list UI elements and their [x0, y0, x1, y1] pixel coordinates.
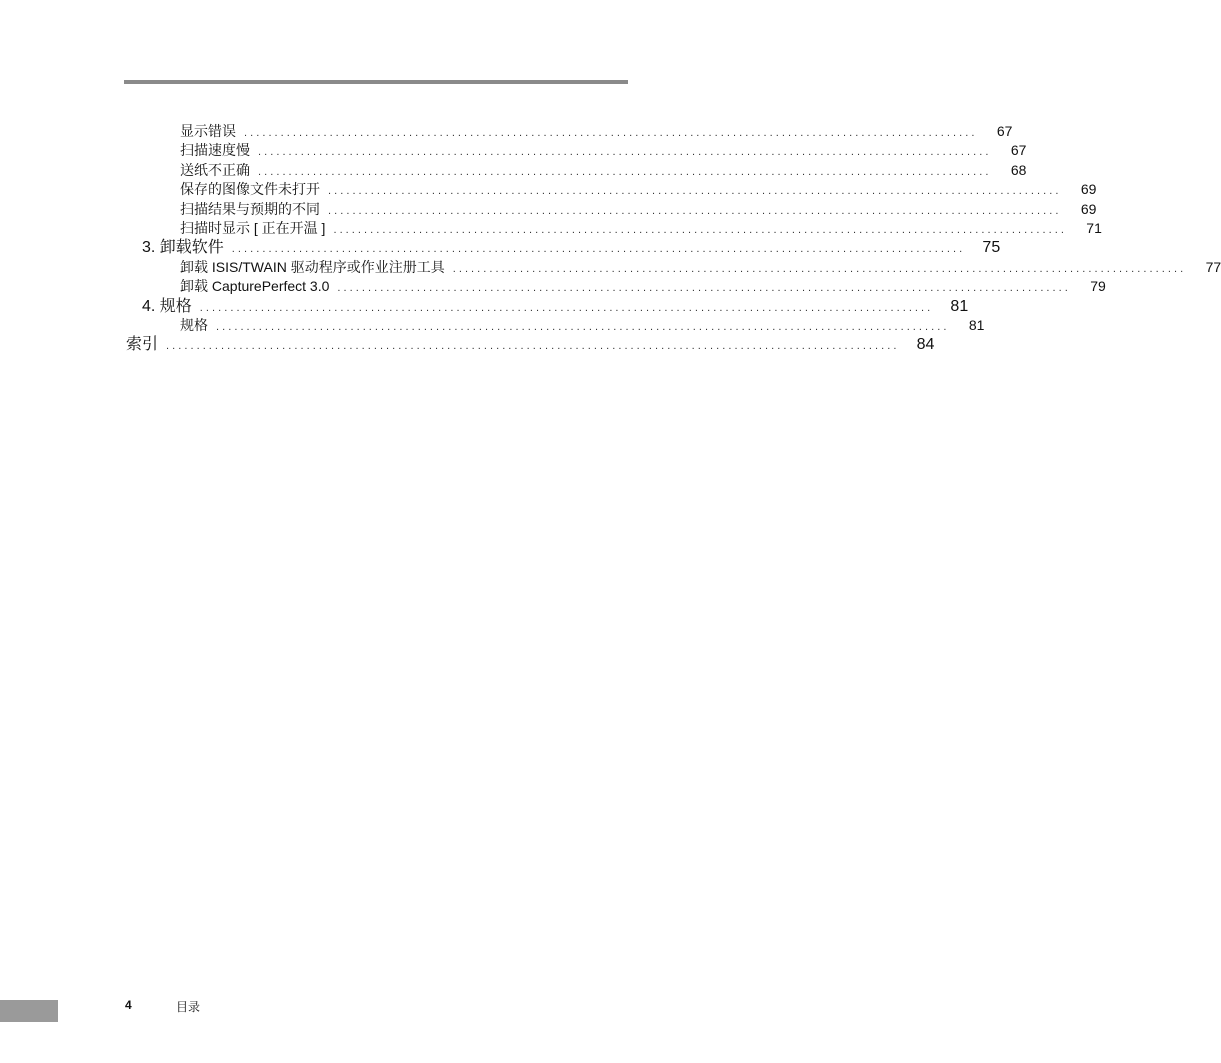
toc-entry-chapter[interactable] [124, 297, 969, 316]
dot-leader: . . . . . . . . . . . . . . . . . . . . . . . . . . . . . . . . . . . . . . . . . . . . . . . . . . . . . . . . . . . . . . . . . . . . . . . . . . . . . . . . . . . . . . . . . . . . . . . . . . . . . . . . . . . . . . . . . . . . . . . . [216, 320, 947, 333]
toc-entry-page: 68 [1010, 161, 1027, 178]
toc-entry[interactable] [124, 161, 1027, 180]
dot-leader: . . . . . . . . . . . . . . . . . . . . . . . . . . . . . . . . . . . . . . . . . . . . . . . . . . . . . . . . . . . . . . . . . . . . . . . . . . . . . . . . . . . . . . . . . . . . . . . . . . . . . . . . . . . . . . . . . . . . . . . . [231, 243, 963, 256]
toc-entry-chapter[interactable] [124, 238, 1001, 257]
toc-entry-page: 81 [950, 297, 969, 315]
toc-entry-page: 67 [1010, 142, 1027, 159]
toc-entry-page: 79 [1090, 278, 1106, 295]
dot-leader: . . . . . . . . . . . . . . . . . . . . . . . . . . . . . . . . . . . . . . . . . . . . . . . . . . . . . . . . . . . . . . . . . . . . . . . . . . . . . . . . . . . . . . . . . . . . . . . . . . . . . . . . . . . . . . . . . . . . . . . . [258, 165, 989, 178]
dot-leader: . . . . . . . . . . . . . . . . . . . . . . . . . . . . . . . . . . . . . . . . . . . . . . . . . . . . . . . . . . . . . . . . . . . . . . . . . . . . . . . . . . . . . . . . . . . . . . . . . . . . . . . . . . . . . . . . . . . . . . . . [258, 146, 989, 159]
dot-leader: . . . . . . . . . . . . . . . . . . . . . . . . . . . . . . . . . . . . . . . . . . . . . . . . . . . . . . . . . . . . . . . . . . . . . . . . . . . . . . . . . . . . . . . . . . . . . . . . . . . . . . . . . . . . . . . . . . . . . . . . [333, 223, 1064, 236]
toc-entry[interactable] [124, 200, 1097, 219]
dot-leader: . . . . . . . . . . . . . . . . . . . . . . . . . . . . . . . . . . . . . . . . . . . . . . . . . . . . . . . . . . . . . . . . . . . . . . . . . . . . . . . . . . . . . . . . . . . . . . . . . . . . . . . . . . . . . . . . . . . . . . . . [452, 262, 1184, 275]
toc-entry-index[interactable] [124, 335, 935, 355]
toc-entry-page: 75 [982, 239, 1001, 257]
toc-entry-label: 送纸不正确 [180, 161, 250, 178]
toc-entry-page: 69 [1080, 181, 1097, 198]
toc-entry[interactable] [124, 219, 1102, 238]
toc-entry[interactable] [124, 277, 1106, 296]
toc-entry-page: 81 [968, 316, 985, 333]
dot-leader: . . . . . . . . . . . . . . . . . . . . . . . . . . . . . . . . . . . . . . . . . . . . . . . . . . . . . . . . . . . . . . . . . . . . . . . . . . . . . . . . . . . . . . . . . . . . . . . . . . . . . . . . . . . . . . . . . . . . . . . . [166, 340, 897, 353]
footer-page-number: 4 [125, 998, 132, 1012]
toc-entry-page: 84 [916, 336, 935, 354]
toc-entry-page: 69 [1080, 200, 1097, 217]
toc-entry-label: 索引 [126, 336, 159, 354]
toc-entry-label: 扫描速度慢 [180, 142, 250, 159]
toc-entry[interactable] [124, 258, 1221, 277]
toc-entry-page: 71 [1086, 219, 1102, 236]
toc-entry[interactable] [124, 316, 985, 335]
toc-entry-label: 卸载 ISIS/TWAIN 驱动程序或作业注册工具 [180, 258, 445, 275]
toc-entry-label: 3. 卸载软件 [142, 239, 224, 257]
dot-leader: . . . . . . . . . . . . . . . . . . . . . . . . . . . . . . . . . . . . . . . . . . . . . . . . . . . . . . . . . . . . . . . . . . . . . . . . . . . . . . . . . . . . . . . . . . . . . . . . . . . . . . . . . . . . . . . . . . . . . . . . [199, 301, 931, 314]
table-of-contents [124, 122, 1221, 355]
toc-entry-label: 卸载 CapturePerfect 3.0 [180, 278, 330, 295]
toc-entry[interactable] [124, 141, 1027, 160]
toc-entry-page: 77 [1205, 258, 1221, 275]
toc-entry[interactable] [124, 180, 1097, 199]
toc-entry[interactable] [124, 122, 1013, 141]
toc-entry-label: 扫描时显示 [ 正在开温 ] [180, 219, 326, 236]
dot-leader: . . . . . . . . . . . . . . . . . . . . . . . . . . . . . . . . . . . . . . . . . . . . . . . . . . . . . . . . . . . . . . . . . . . . . . . . . . . . . . . . . . . . . . . . . . . . . . . . . . . . . . . . . . . . . . . . . . . . . . . . [337, 282, 1068, 295]
dot-leader: . . . . . . . . . . . . . . . . . . . . . . . . . . . . . . . . . . . . . . . . . . . . . . . . . . . . . . . . . . . . . . . . . . . . . . . . . . . . . . . . . . . . . . . . . . . . . . . . . . . . . . . . . . . . . . . . . . . . . . . . [244, 127, 975, 139]
header-rule [124, 80, 628, 84]
dot-leader: . . . . . . . . . . . . . . . . . . . . . . . . . . . . . . . . . . . . . . . . . . . . . . . . . . . . . . . . . . . . . . . . . . . . . . . . . . . . . . . . . . . . . . . . . . . . . . . . . . . . . . . . . . . . . . . . . . . . . . . . [328, 204, 1059, 217]
footer-tab [0, 1000, 58, 1022]
toc-entry-label: 扫描结果与预期的不同 [180, 200, 320, 217]
toc-entry-label: 4. 规格 [142, 297, 192, 315]
toc-entry-label: 规格 [180, 316, 208, 333]
footer-section-title: 目录 [176, 1000, 201, 1014]
toc-entry-label: 保存的图像文件未打开 [180, 181, 320, 198]
toc-entry-page: 67 [996, 123, 1013, 139]
dot-leader: . . . . . . . . . . . . . . . . . . . . . . . . . . . . . . . . . . . . . . . . . . . . . . . . . . . . . . . . . . . . . . . . . . . . . . . . . . . . . . . . . . . . . . . . . . . . . . . . . . . . . . . . . . . . . . . . . . . . . . . . [328, 185, 1059, 198]
toc-entry-label: 显示错误 [180, 123, 236, 139]
